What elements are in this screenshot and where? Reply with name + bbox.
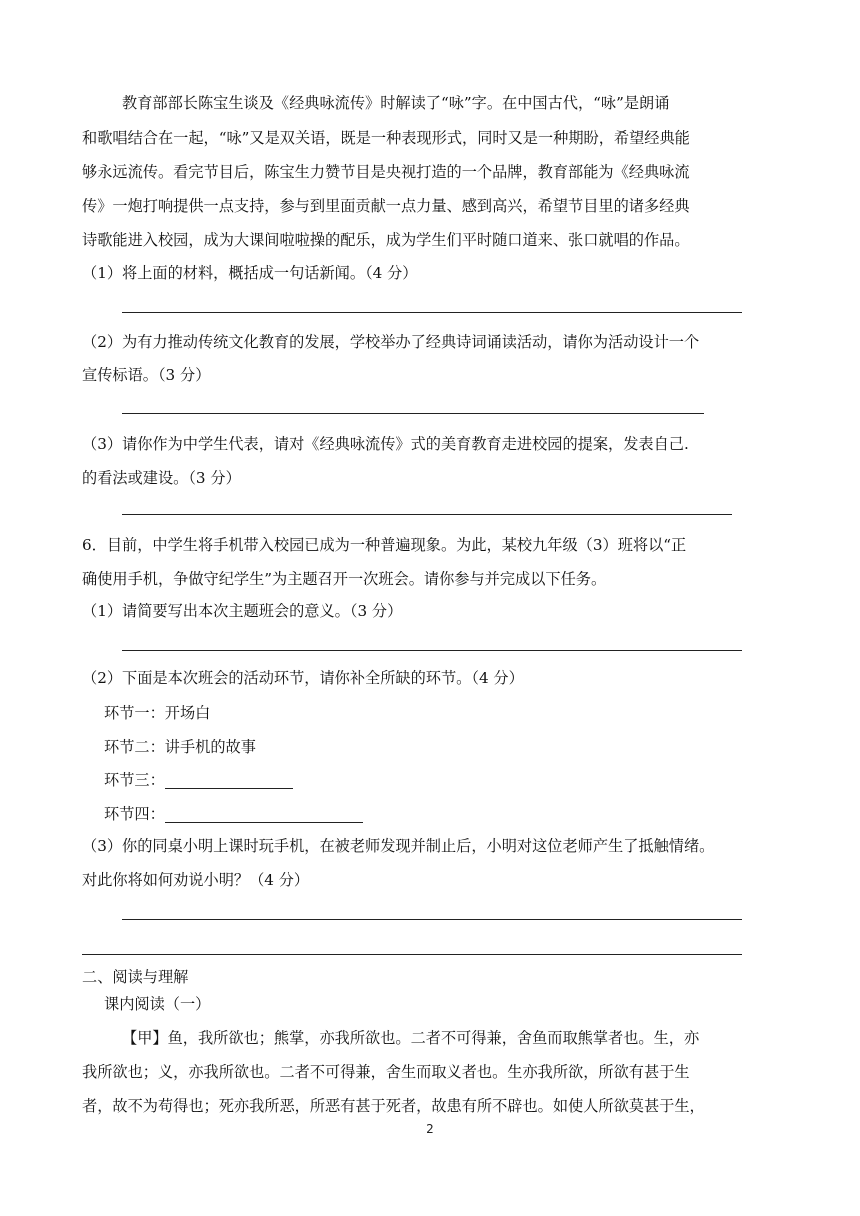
answer-line[interactable] xyxy=(122,514,732,515)
page-number: 2 xyxy=(426,1122,434,1136)
step-item xyxy=(104,763,293,797)
answer-line[interactable] xyxy=(122,312,742,313)
step-item: 环节二：讲手机的故事 xyxy=(104,738,256,756)
passage-line: 者，故不为苟得也；死亦我所恶，所恶有甚于死者，故患有所不辟也。如使人所欲莫甚于生， xyxy=(82,1097,705,1115)
question-5-1: （1）将上面的材料，概括成一句话新闻。（4 分） xyxy=(82,264,418,282)
question-6-1: （1）请简要写出本次主题班会的意义。（3 分） xyxy=(82,602,403,620)
answer-line[interactable] xyxy=(82,954,742,955)
passage-line: 我所欲也；义，亦我所欲也。二者不可得兼，舍生而取义者也。生亦我所欲，所欲有甚于生 xyxy=(82,1063,690,1081)
paragraph-line: 和歌唱结合在一起，“咏”又是双关语，既是一种表现形式，同时又是一种期盼，希望经典能 xyxy=(82,129,690,147)
question-5-3-line: （3）请你作为中学生代表，请对《经典咏流传》式的美育教育走进校园的提案，发表自己. xyxy=(82,435,689,453)
section-heading: 二、阅读与理解 xyxy=(82,968,189,986)
question-6-3-line: 对此你将如何劝说小明？（4 分） xyxy=(82,871,310,889)
question-6-3-line: （3）你的同桌小明上课时玩手机，在被老师发现并制止后，小明对这位老师产生了抵触情绪。 xyxy=(82,837,715,855)
step-label: 环节三： xyxy=(104,771,165,789)
question-5-2-line: 宣传标语。（3 分） xyxy=(82,366,211,384)
answer-line[interactable] xyxy=(122,413,704,414)
question-6-stem-line: 6．目前，中学生将手机带入校园已成为一种普遍现象。为此，某校九年级（3）班将以“正 xyxy=(82,536,687,554)
paragraph-line: 够永远流传。看完节目后，陈宝生力赞节目是央视打造的一个品牌，教育部能为《经典咏流 xyxy=(82,163,690,181)
step-label: 环节四： xyxy=(104,805,165,823)
step-blank[interactable] xyxy=(165,804,363,823)
step-blank[interactable] xyxy=(165,770,293,789)
answer-line[interactable] xyxy=(122,650,742,651)
paragraph-line: 教育部部长陈宝生谈及《经典咏流传》时解读了“咏”字。在中国古代，“咏”是朗诵 xyxy=(122,94,670,112)
answer-line[interactable] xyxy=(122,919,742,920)
paragraph-line: 传》一炮打响提供一点支持，参与到里面贡献一点力量、感到高兴，希望节目里的诸多经典 xyxy=(82,197,690,215)
passage-line: 【甲】鱼，我所欲也；熊掌，亦我所欲也。二者不可得兼，舍鱼而取熊掌者也。生，亦 xyxy=(122,1029,700,1047)
section-subheading: 课内阅读（一） xyxy=(104,995,211,1013)
question-6-stem-line: 确使用手机，争做守纪学生”为主题召开一次班会。请你参与并完成以下任务。 xyxy=(82,570,607,588)
step-item: 环节一：开场白 xyxy=(104,704,211,722)
step-item xyxy=(104,797,363,831)
paragraph-line: 诗歌能进入校园，成为大课间啦啦操的配乐，成为学生们平时随口道来、张口就唱的作品。 xyxy=(82,231,690,249)
question-6-2: （2）下面是本次班会的活动环节，请你补全所缺的环节。（4 分） xyxy=(82,669,524,687)
question-5-2-line: （2）为有力推动传统文化教育的发展，学校举办了经典诗词诵读活动，请你为活动设计一个 xyxy=(82,333,700,351)
question-5-3-line: 的看法或建设。（3 分） xyxy=(82,469,241,487)
